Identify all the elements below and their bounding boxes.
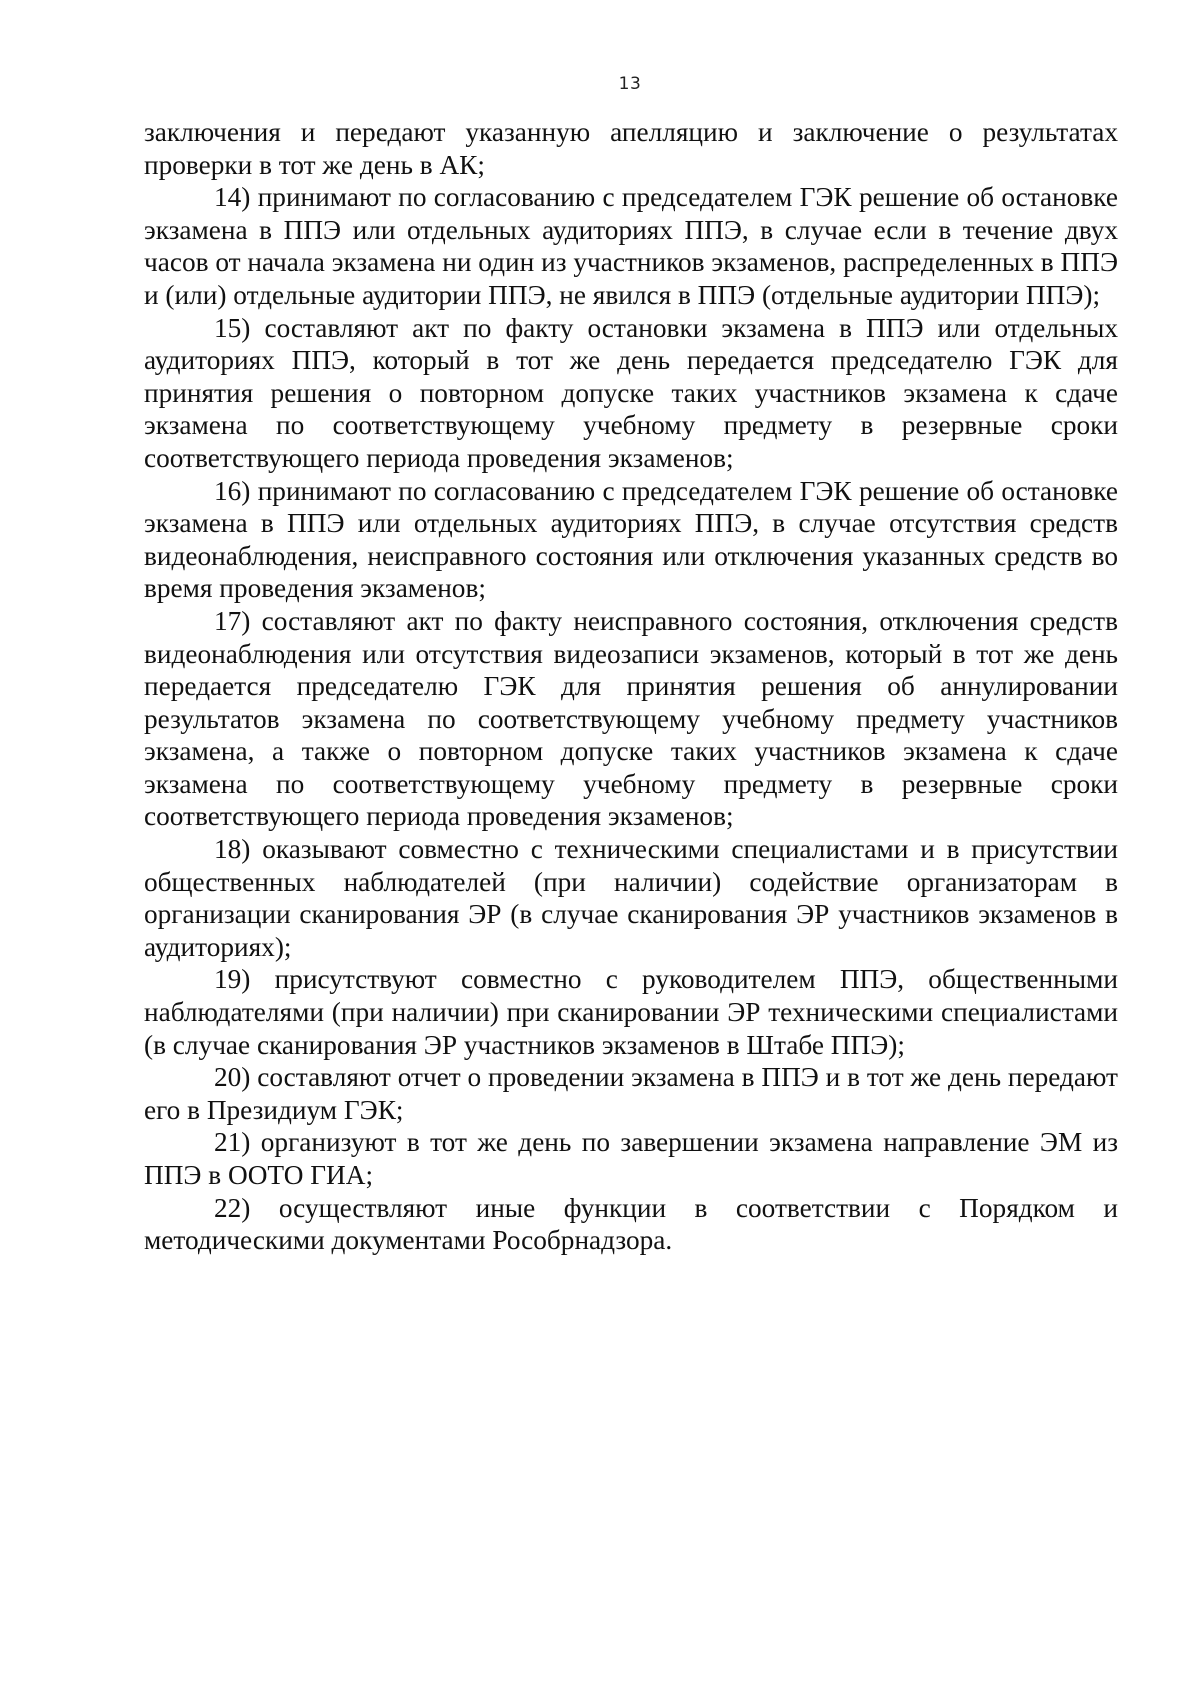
paragraph-item-14: 14) принимают по согласованию с председателем ГЭК решение об остановке экзамена в ППЭ или отдельных аудиториях ППЭ, в случае если в течение двух часов от начала экзамена ни один из участников экзаменов, распределенных в ППЭ и (или) отдельные аудитории ППЭ, не явился в ППЭ (отдельные аудитории ППЭ); bbox=[144, 182, 1118, 310]
paragraph-item-18: 18) оказывают совместно с техническими специалистами и в присутствии общественных наблюдателей (при наличии) содействие организаторам в организации сканирования ЭР (в случае сканирования ЭР участников экзаменов в аудиториях); bbox=[144, 834, 1118, 962]
paragraph-item-19: 19) присутствуют совместно с руководителем ППЭ, общественными наблюдателями (при наличии) при сканировании ЭР техническими специалистами (в случае сканирования ЭР участников экзаменов в Штабе ППЭ); bbox=[144, 964, 1118, 1060]
page-number: 13 bbox=[618, 74, 642, 94]
paragraph-item-20: 20) составляют отчет о проведении экзамена в ППЭ и в тот же день передают его в Президиум ГЭК; bbox=[144, 1062, 1118, 1125]
paragraph-item-22: 22) осуществляют иные функции в соответствии с Порядком и методическими документами Рособрнадзора. bbox=[144, 1192, 1118, 1256]
paragraph-item-17: 17) составляют акт по факту неисправного состояния, отключения средств видеонаблюдения или отсутствия видеозаписи экзаменов, который в тот же день передается председателю ГЭК для принятия решения об аннулировании результатов экзамена по соответствующему учебному предмету участников экзамена, а также о повторном допуске таких участников экзамена к сдаче экзамена по соответствующему учебному предмету в резервные сроки соответствующего периода проведения экзаменов; bbox=[144, 605, 1118, 832]
paragraph-item-15: 15) составляют акт по факту остановки экзамена в ППЭ или отдельных аудиториях ППЭ, который в тот же день передается председателю ГЭК для принятия решения о повторном допуске таких участников экзамена к сдаче экзамена по соответствующему учебному предмету в резервные сроки соответствующего периода проведения экзаменов; bbox=[144, 312, 1118, 473]
paragraph-item-16: 16) принимают по согласованию с председателем ГЭК решение об остановке экзамена в ППЭ или отдельных аудиториях ППЭ, в случае отсутствия средств видеонаблюдения, неисправного состояния или отключения указанных средств во время проведения экзаменов; bbox=[144, 475, 1118, 604]
paragraph-item-21: 21) организуют в тот же день по завершении экзамена направление ЭМ из ППЭ в ООТО ГИА; bbox=[144, 1127, 1118, 1190]
paragraph-continuation: заключения и передают указанную апелляцию и заключение о результатах проверки в тот же день в АК; bbox=[144, 117, 1118, 180]
document-body bbox=[144, 116, 1118, 1257]
